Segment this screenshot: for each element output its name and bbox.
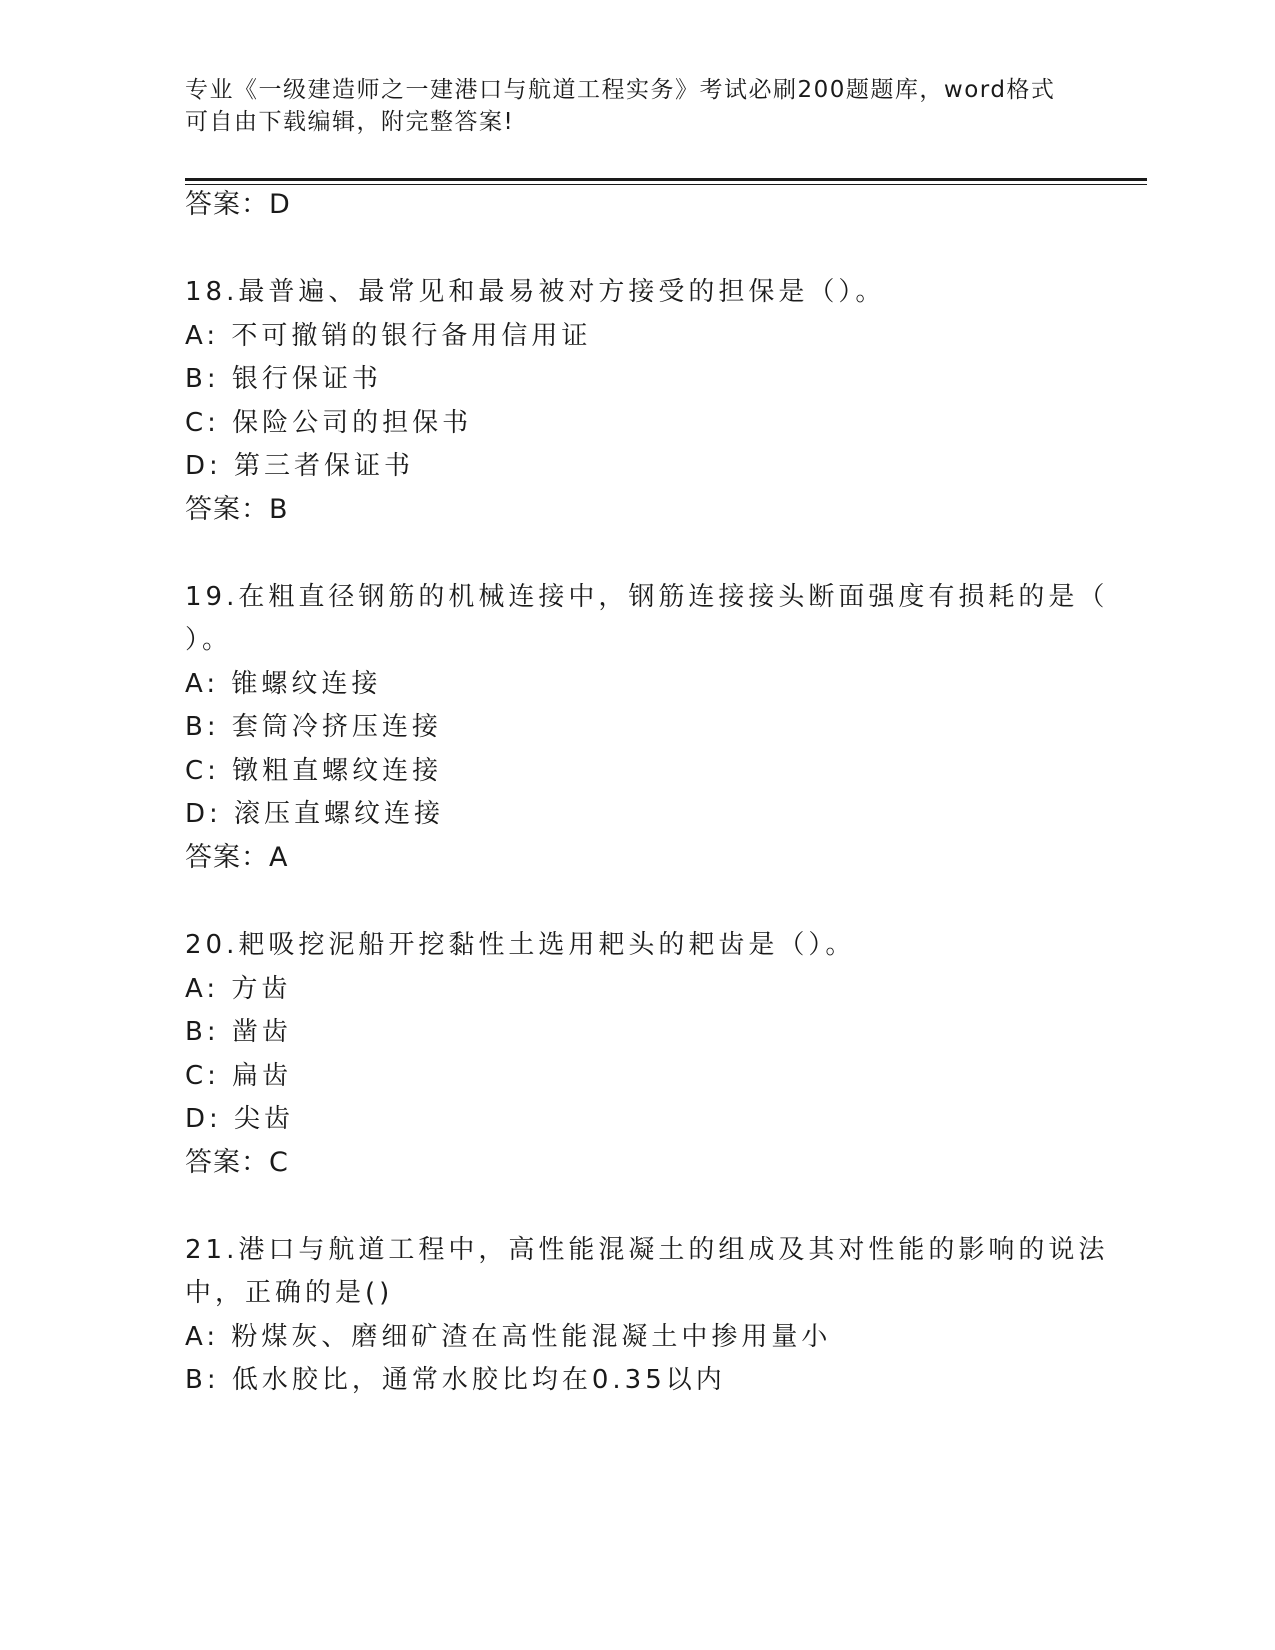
question-19-stem-line-1: 19.在粗直径钢筋的机械连接中，钢筋连接接头断面强度有损耗的是（ [185, 582, 1109, 612]
question-20-answer: 答案：C [185, 1147, 289, 1178]
question-18-option-a: A: 不可撤销的银行备用信用证 [185, 321, 592, 351]
question-18-option-c: C: 保险公司的担保书 [185, 408, 473, 438]
question-21-option-a: A: 粉煤灰、磨细矿渣在高性能混凝土中掺用量小 [185, 1322, 832, 1352]
question-20-option-a: A: 方齿 [185, 974, 292, 1004]
header-line-2: 可自由下载编辑，附完整答案! [185, 109, 515, 135]
header-rule-thin [185, 184, 1147, 185]
question-19-answer: 答案：A [185, 842, 289, 873]
previous-answer: 答案：D [185, 189, 291, 220]
question-20-option-b: B: 凿齿 [185, 1017, 292, 1047]
question-19-option-a: A: 锥螺纹连接 [185, 669, 382, 699]
header-rule-thick [185, 178, 1147, 181]
question-21-stem-line-2: 中，正确的是() [185, 1278, 394, 1308]
question-18-option-d: D: 第三者保证书 [185, 451, 415, 481]
question-20-option-d: D: 尖齿 [185, 1104, 295, 1134]
question-18-stem: 18.最普遍、最常见和最易被对方接受的担保是（）。 [185, 277, 886, 307]
question-19-option-c: C: 镦粗直螺纹连接 [185, 756, 443, 786]
question-20-stem: 20.耙吸挖泥船开挖黏性土选用耙头的耙齿是（）。 [185, 930, 856, 960]
document-header [185, 74, 1065, 138]
question-18-answer: 答案：B [185, 494, 289, 525]
question-19-option-b: B: 套筒冷挤压连接 [185, 712, 442, 742]
question-21-stem-line-1: 21.港口与航道工程中，高性能混凝土的组成及其对性能的影响的说法 [185, 1235, 1109, 1265]
question-18-option-b: B: 银行保证书 [185, 364, 382, 394]
question-21-option-b: B: 低水胶比，通常水胶比均在0.35以内 [185, 1365, 726, 1395]
header-line-1: 专业《一级建造师之一建港口与航道工程实务》考试必刷200题题库，word格式 [185, 77, 1056, 103]
question-19-option-d: D: 滚压直螺纹连接 [185, 799, 445, 829]
question-19-stem-line-2: ）。 [185, 625, 233, 655]
question-20-option-c: C: 扁齿 [185, 1061, 293, 1091]
